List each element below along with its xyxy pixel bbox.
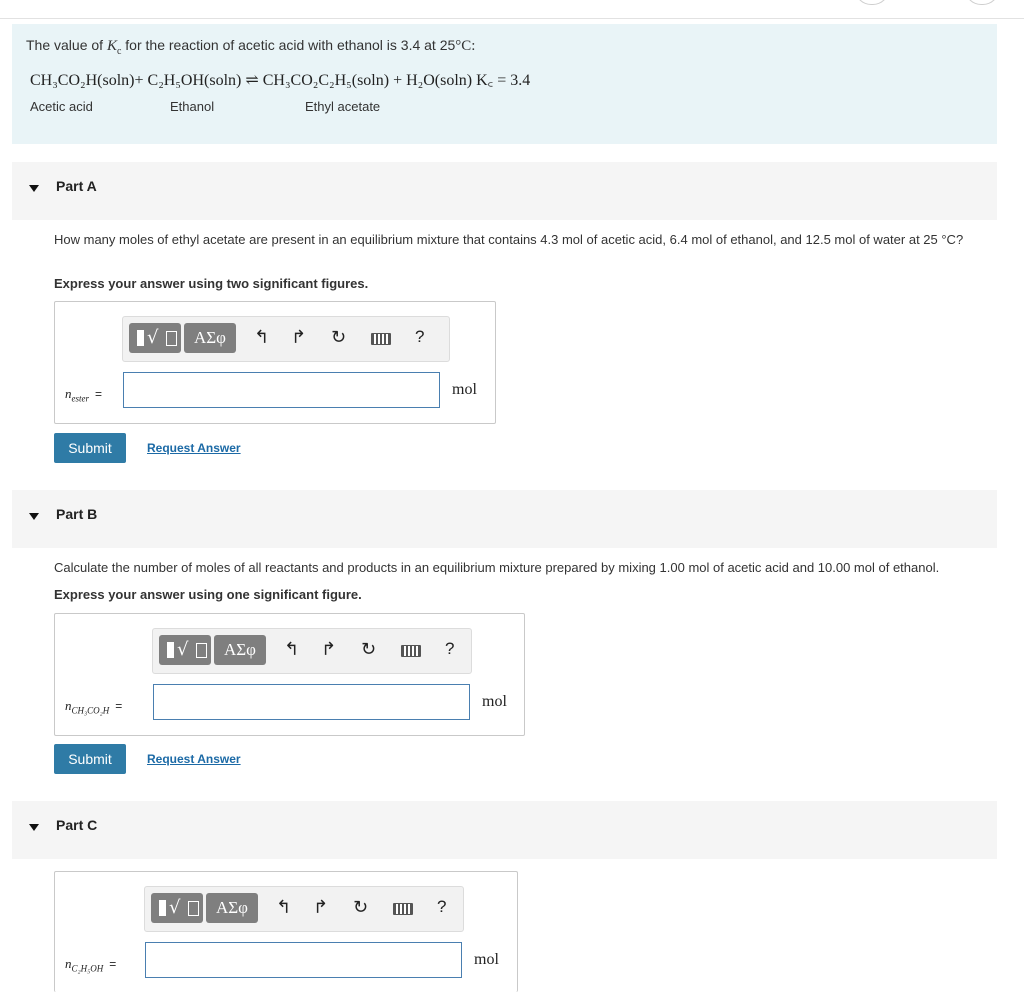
undo-icon[interactable]: ↰ xyxy=(284,639,300,660)
request-answer-link[interactable]: Request Answer xyxy=(147,441,241,455)
greek-symbols-button[interactable]: ΑΣφ xyxy=(214,635,266,665)
help-icon[interactable]: ? xyxy=(415,327,425,346)
part-a-instruction: Express your answer using two significant figures. xyxy=(54,276,369,291)
answer-input[interactable] xyxy=(145,942,462,978)
unit-label: mol xyxy=(474,951,499,968)
caret-down-icon[interactable] xyxy=(29,513,39,520)
math-toolbar xyxy=(122,316,450,362)
caret-down-icon[interactable] xyxy=(29,185,39,192)
caret-down-icon[interactable] xyxy=(29,824,39,831)
part-c-header[interactable] xyxy=(12,801,997,859)
math-toolbar xyxy=(152,628,472,674)
submit-button[interactable]: Submit xyxy=(54,433,126,463)
label-ethanol: Ethanol xyxy=(170,99,215,114)
part-a-title: Part A xyxy=(56,178,97,194)
unit-label: mol xyxy=(482,693,507,710)
top-decoration xyxy=(855,0,889,5)
keyboard-icon[interactable] xyxy=(401,645,421,657)
temperature-unit: °C: xyxy=(455,38,476,54)
part-a-question: How many moles of ethyl acetate are present in an equilibrium mixture that contains 4.3 mol of acetic acid, 6.4 mol of ethanol, and 12.5 mol of water at 25 °C? xyxy=(54,232,964,247)
help-icon[interactable]: ? xyxy=(445,639,455,658)
part-c-title: Part C xyxy=(56,817,98,833)
part-b-title: Part B xyxy=(56,506,98,522)
intro-text: The value of xyxy=(26,37,107,53)
keyboard-icon[interactable] xyxy=(371,333,391,345)
top-divider xyxy=(0,18,1024,19)
undo-icon[interactable]: ↰ xyxy=(276,897,292,918)
label-ethyl-acetate: Ethyl acetate xyxy=(305,99,381,114)
intro-panel xyxy=(12,24,997,144)
reset-icon[interactable]: ↻ xyxy=(353,897,369,918)
help-icon[interactable]: ? xyxy=(437,897,447,916)
part-b-question: Calculate the number of moles of all reactants and products in an equilibrium mixture prepared by mixing 1.00 mol of acetic acid and 10.00 mol of ethanol. xyxy=(54,560,940,575)
answer-input[interactable] xyxy=(123,372,440,408)
reset-icon[interactable]: ↻ xyxy=(331,327,347,348)
k-subscript: c xyxy=(116,45,122,57)
unit-label: mol xyxy=(452,381,477,398)
templates-button[interactable]: √ xyxy=(159,635,211,665)
answer-input[interactable] xyxy=(153,684,470,720)
label-acetic-acid: Acetic acid xyxy=(30,99,93,114)
keyboard-icon[interactable] xyxy=(393,903,413,915)
intro-statement xyxy=(26,37,475,57)
part-c-answer-box xyxy=(54,871,518,992)
variable-label: $n_{C_2H_5OH}$ = xyxy=(65,956,117,974)
top-decoration xyxy=(965,0,999,5)
redo-icon[interactable]: ↱ xyxy=(291,327,307,348)
greek-symbols-button[interactable]: ΑΣφ xyxy=(206,893,258,923)
part-b-answer-box xyxy=(54,613,525,736)
templates-button[interactable]: √ xyxy=(151,893,203,923)
part-b-instruction: Express your answer using one significant figure. xyxy=(54,587,362,602)
part-b-header[interactable] xyxy=(12,490,997,548)
reset-icon[interactable]: ↻ xyxy=(361,639,377,660)
k-symbol: K xyxy=(106,38,117,54)
templates-button[interactable]: √ xyxy=(129,323,181,353)
request-answer-link[interactable]: Request Answer xyxy=(147,752,241,766)
greek-symbols-button[interactable]: ΑΣφ xyxy=(184,323,236,353)
redo-icon[interactable]: ↱ xyxy=(313,897,329,918)
part-a-answer-box xyxy=(54,301,496,424)
math-toolbar xyxy=(144,886,464,932)
redo-icon[interactable]: ↱ xyxy=(321,639,337,660)
variable-label: $n_{CH_3CO_2H}$ = xyxy=(65,698,123,716)
undo-icon[interactable]: ↰ xyxy=(254,327,270,348)
intro-text: for the reaction of acetic acid with ethanol is 3.4 at 25 xyxy=(121,37,456,53)
reaction-equation: CH₃CO₂H(soln)+ C₂H₅OH(soln) ⇌ CH₃CO₂C₂H₅(soln) + H₂O(soln) K꜀ = 3.4 xyxy=(30,72,531,89)
submit-button[interactable]: Submit xyxy=(54,744,126,774)
part-a-header[interactable] xyxy=(12,162,997,220)
variable-label: $n_{ester}$ = xyxy=(65,386,103,404)
